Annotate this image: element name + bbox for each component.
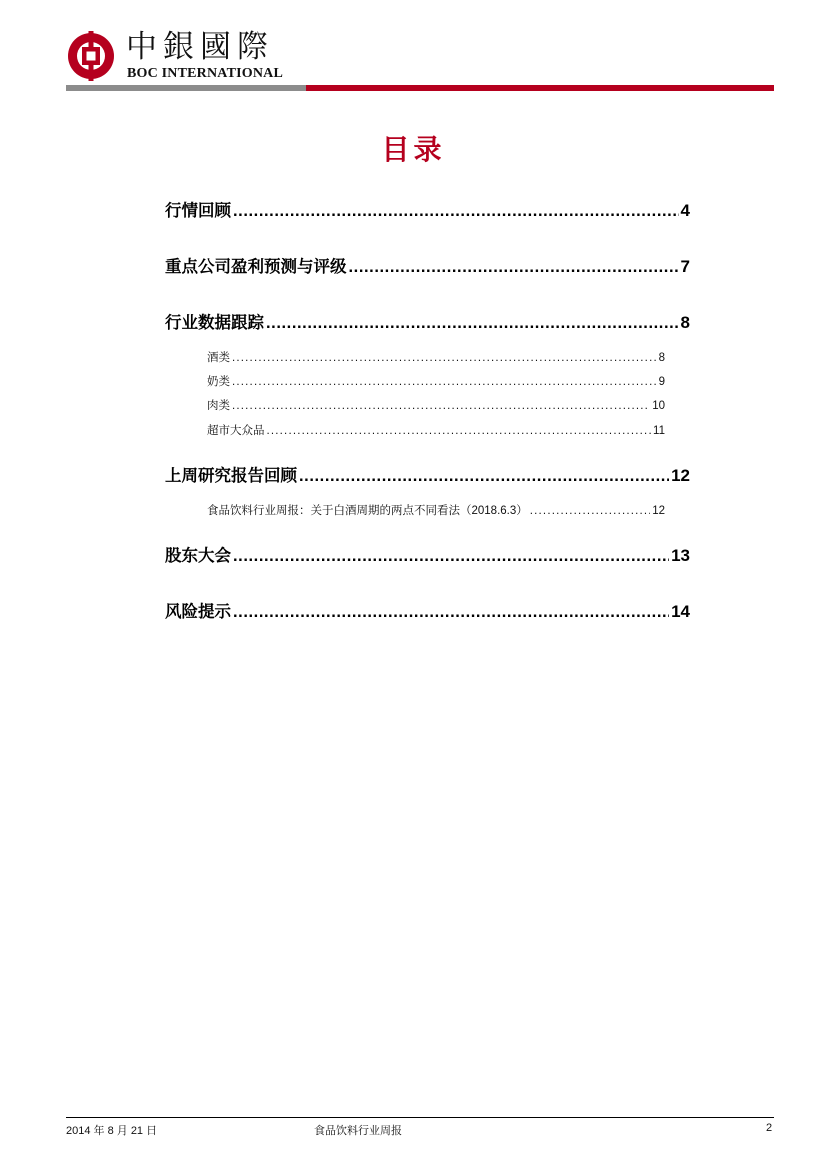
toc-leader-dots [233, 603, 669, 622]
toc-subentry-page: 12 [652, 505, 665, 517]
toc-subentry-page: 11 [653, 425, 665, 437]
toc-entry-shareholder-meetings[interactable] [165, 542, 690, 566]
toc-entry-label: 行业数据跟踪 [165, 314, 264, 332]
logo-english-text: BOC INTERNATIONAL [127, 66, 283, 81]
toc-leader-dots [266, 314, 679, 333]
toc-leader-dots [232, 376, 657, 388]
toc-entry-industry-data[interactable] [165, 309, 690, 333]
toc-leader-dots [233, 547, 669, 566]
toc-leader-dots [530, 505, 650, 517]
header-rule-gray [66, 85, 306, 91]
toc-subentry-page: 8 [658, 352, 665, 364]
toc-entry-risk-warning[interactable] [165, 598, 690, 622]
toc-leader-dots [349, 258, 679, 277]
toc-entry-label: 风险提示 [165, 603, 231, 621]
toc-entry-page: 14 [671, 602, 690, 621]
toc-entry-label: 上周研究报告回顾 [165, 467, 297, 485]
header-rule-red [306, 85, 774, 91]
toc-entry-page: 13 [671, 546, 690, 565]
logo-chinese-text: 中銀國際 [126, 29, 274, 65]
toc-entry-label: 行情回顾 [165, 202, 231, 220]
toc-leader-dots [299, 467, 669, 486]
toc-subentry-label: 酒类 [207, 352, 230, 364]
toc-subentry-meat[interactable] [207, 397, 665, 413]
toc-leader-dots [232, 352, 657, 364]
toc-subentry-label: 奶类 [207, 376, 230, 388]
toc-entry-page: 12 [671, 466, 690, 485]
toc-entry-page: 8 [680, 313, 690, 332]
boc-logo-icon [66, 31, 116, 81]
toc-leader-dots [233, 202, 679, 221]
footer-report-name: 食品饮料行业周报 [314, 1125, 402, 1137]
toc-subentry-label: 超市大众品 [207, 425, 265, 437]
toc-leader-dots [267, 425, 652, 437]
toc-entry-label: 股东大会 [165, 547, 231, 565]
toc-subentry-supermarket[interactable] [207, 422, 665, 438]
toc-entry-label: 重点公司盈利预测与评级 [165, 258, 347, 276]
toc-subentry-label: 食品饮料行业周报：关于白酒周期的两点不同看法（2018.6.3） [207, 505, 528, 517]
toc-entry-market-review[interactable] [165, 197, 690, 221]
toc-subentry-label: 肉类 [207, 400, 230, 412]
toc-subentry-liquor[interactable] [207, 349, 665, 365]
toc-subentry-page: 9 [658, 376, 665, 388]
toc-subentry-page: 10 [652, 400, 665, 412]
toc-entry-page: 7 [680, 257, 690, 276]
page-header [66, 28, 774, 94]
footer-page-number: 2 [766, 1122, 773, 1134]
footer-date: 2014 年 8 月 21 日 [66, 1125, 158, 1137]
toc-leader-dots [232, 400, 650, 412]
footer-rule [66, 1117, 774, 1118]
toc-title: 目录 [381, 133, 446, 166]
toc-entry-page: 4 [680, 201, 690, 220]
toc-subentry-weekly-report[interactable] [207, 502, 665, 518]
toc-entry-earnings-forecast[interactable] [165, 253, 690, 277]
toc-entry-research-review[interactable] [165, 462, 690, 486]
toc-subentry-dairy[interactable] [207, 373, 665, 389]
